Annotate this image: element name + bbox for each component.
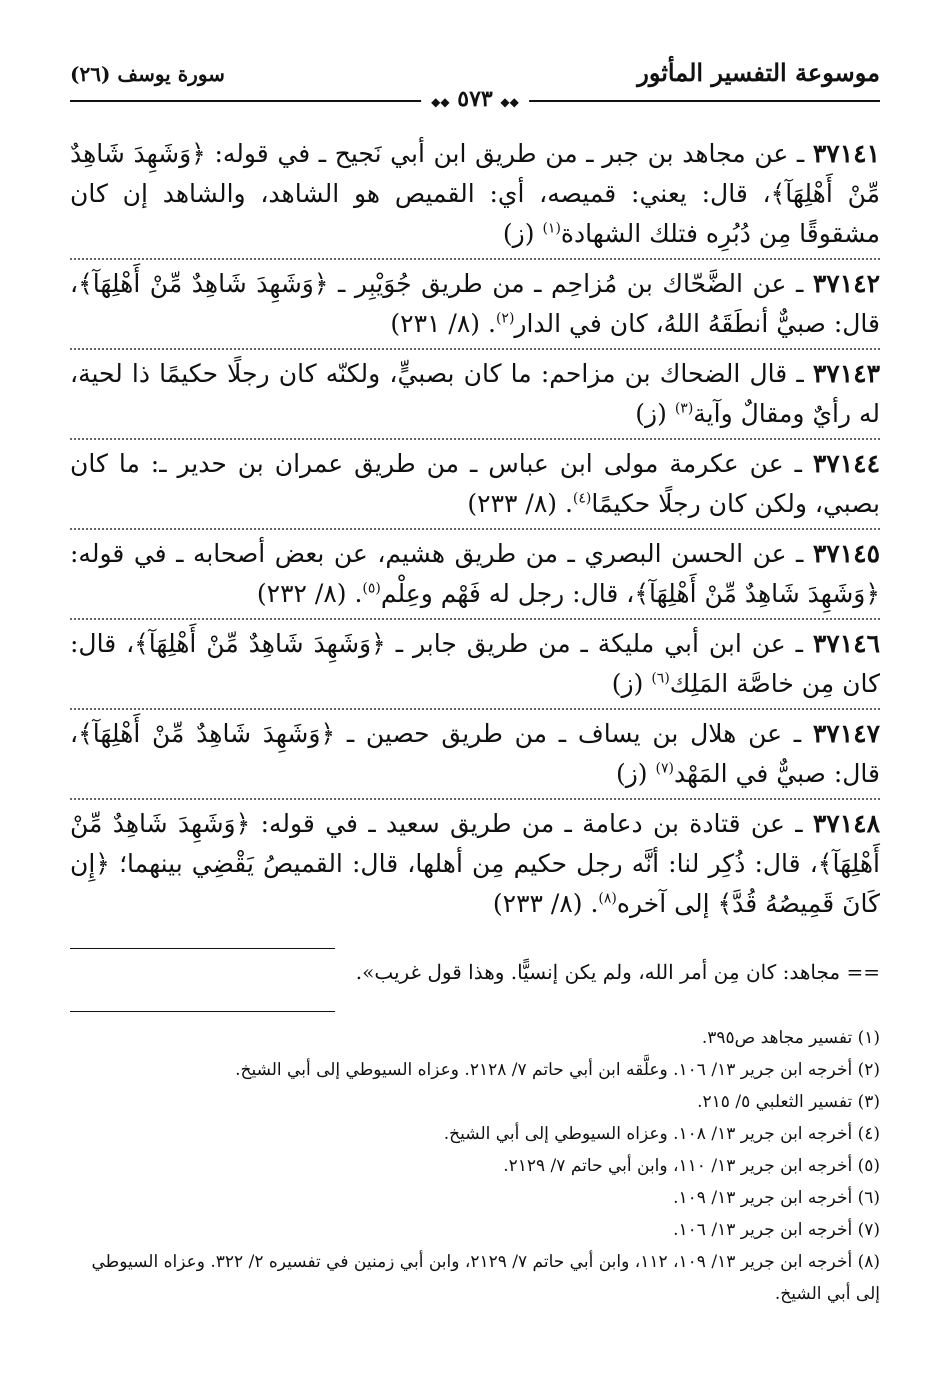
entry-ref: . (٨/ ٢٣١)	[390, 309, 496, 338]
entry	[70, 264, 880, 350]
entry-number: ٣٧١٤٢	[812, 269, 880, 298]
footnote-item: (٨) أخرجه ابن جرير ١٣/ ١٠٩، ١١٢، وابن أبي حاتم ٧/ ٢١٢٩، وابن أبي زمنين في تفسيره ٢/ ٣٢٢. وعزاه السيوطي إلى أبي الشيخ.	[91, 1252, 880, 1304]
footnote-ref[interactable]: (١)	[542, 220, 561, 237]
entry-ref: . (٨/ ٢٣٢)	[256, 579, 363, 608]
entry	[70, 804, 880, 928]
entry-number: ٣٧١٤٣	[812, 359, 880, 388]
footnote-item: (٣) تفسير الثعلبي ٥/ ٢١٥.	[697, 1092, 880, 1112]
entry-text: ـ عن مجاهد بن جبر ـ من طريق ابن أبي نَجيح ـ في قوله: ﴿وَشَهِدَ شَاهِدٌ مِّنْ أَهْلِهَآ﴾، قال: يعني: قميصه، أي: القميص هو الشاهد، والشاهد إن كان مشقوقًا مِن دُبُرِه فتلك الشهادة	[70, 139, 880, 248]
entry	[70, 134, 880, 260]
entry-text: ـ عن هلال بن يساف ـ من طريق حصين ـ ﴿وَشَهِدَ شَاهِدٌ مِّنْ أَهْلِهَآ﴾، قال: صبيٌّ في المَهْد	[70, 719, 880, 788]
entry-number: ٣٧١٤٧	[812, 719, 880, 748]
entry	[70, 714, 880, 800]
surah-title: سورة يوسف (٢٦)	[70, 62, 225, 86]
entry-ref: . (٨/ ٢٣٣)	[492, 889, 599, 918]
entry-number: ٣٧١٤٥	[812, 539, 880, 568]
entry-number: ٣٧١٤٨	[812, 809, 880, 838]
footnote-item: (١) تفسير مجاهد ص٣٩٥.	[701, 1028, 880, 1048]
entry-text: ـ عن عكرمة مولى ابن عباس ـ من طريق عمران بن حدير ـ: ما كان بصبي، ولكن كان رجلًا حكيمًا	[70, 449, 880, 518]
entry-text: ـ عن ابن أبي مليكة ـ من طريق جابر ـ ﴿وَشَهِدَ شَاهِدٌ مِّنْ أَهْلِهَآ﴾، قال: كان مِن خاصَّة المَلِك	[70, 629, 880, 698]
footnote-item: (٥) أخرجه ابن جرير ١٣/ ١١٠، وابن أبي حاتم ٧/ ٢١٢٩.	[503, 1156, 880, 1176]
entry-text: ـ عن الحسن البصري ـ من طريق هشيم، عن بعض أصحابه ـ في قوله: ﴿وَشَهِدَ شَاهِدٌ مِّنْ أَهْلِهَآ﴾، قال: رجل له فَهْم وعِلْم	[70, 539, 880, 608]
footnote-ref[interactable]: (٣)	[674, 400, 694, 417]
footnotes-separator	[70, 1011, 335, 1012]
book-title: موسوعة التفسير المأثور	[637, 58, 880, 87]
entry	[70, 444, 880, 530]
page-number	[421, 86, 529, 112]
footnotes	[70, 1022, 880, 1310]
entry-ref: (ز)	[615, 759, 656, 788]
entry-text: ـ عن الضَّحّاك بن مُزاحِم ـ من طريق جُوَيْبِر ـ ﴿وَشَهِدَ شَاهِدٌ مِّنْ أَهْلِهَآ﴾، قال: صبيٌّ أنطَقَهُ اللهُ، كان في الدار	[70, 269, 880, 338]
footnote-ref[interactable]: (٥)	[362, 580, 381, 597]
entry	[70, 354, 880, 440]
entry-ref: . (٨/ ٢٣٣)	[467, 489, 573, 518]
entry	[70, 624, 880, 710]
header-rule-right	[510, 100, 880, 102]
footnote-ref[interactable]: (٨)	[598, 890, 617, 907]
ornament-icon: ◆◆	[500, 95, 519, 109]
entry-text: ـ قال الضحاك بن مزاحم: ما كان بصبيٍّ، ولكنّه كان رجلًا حكيمًا ذا لحية، له رأيٌ ومقالٌ وآية	[70, 359, 880, 428]
entry-number: ٣٧١٤٤	[812, 449, 880, 478]
entry-ref: (ز)	[635, 399, 675, 428]
footnote-ref[interactable]: (٧)	[655, 760, 674, 777]
footnote-item: (٦) أخرجه ابن جرير ١٣/ ١٠٩.	[673, 1188, 880, 1208]
entry	[70, 534, 880, 620]
footnote-ref[interactable]: (٢)	[495, 310, 515, 327]
page	[70, 50, 880, 1310]
separator-line	[70, 948, 335, 949]
footnote-ref[interactable]: (٤)	[572, 490, 592, 507]
footnote-ref[interactable]: (٦)	[651, 670, 670, 687]
entry-number: ٣٧١٤١	[812, 139, 880, 168]
footnote-item: (٢) أخرجه ابن جرير ١٣/ ١٠٦. وعلَّقه ابن أبي حاتم ٧/ ٢١٢٨. وعزاه السيوطي إلى أبي الشيخ.	[235, 1060, 880, 1080]
entries	[70, 134, 880, 928]
entry-number: ٣٧١٤٦	[812, 629, 880, 658]
footnote-item: (٧) أخرجه ابن جرير ١٣/ ١٠٦.	[673, 1220, 880, 1240]
ornament-icon: ◆◆	[431, 95, 450, 109]
entry-text: ـ عن قتادة بن دعامة ـ من طريق سعيد ـ في قوله: ﴿وَشَهِدَ شَاهِدٌ مِّنْ أَهْلِهَآ﴾، قال: ذُكِر لنا: أنَّه رجل حكيم مِن أهلها، قال: القميصُ يَقْضِي بينهما؛ ﴿إِن كَانَ قَمِيصُهُ قُدَّ﴾ إلى آخره	[70, 809, 880, 918]
entry-ref: (ز)	[611, 669, 652, 698]
page-header	[70, 50, 880, 112]
footnote-item: (٤) أخرجه ابن جرير ١٣/ ١٠٨. وعزاه السيوطي إلى أبي الشيخ.	[443, 1124, 880, 1144]
page-number-text: ٥٧٣	[457, 86, 493, 112]
continuation-note: == مجاهد: كان مِن أمر الله، ولم يكن إنسيًّا. وهذا قول غريب».	[355, 960, 880, 984]
entry-ref: (ز)	[502, 219, 543, 248]
header-rule-left	[70, 100, 440, 102]
